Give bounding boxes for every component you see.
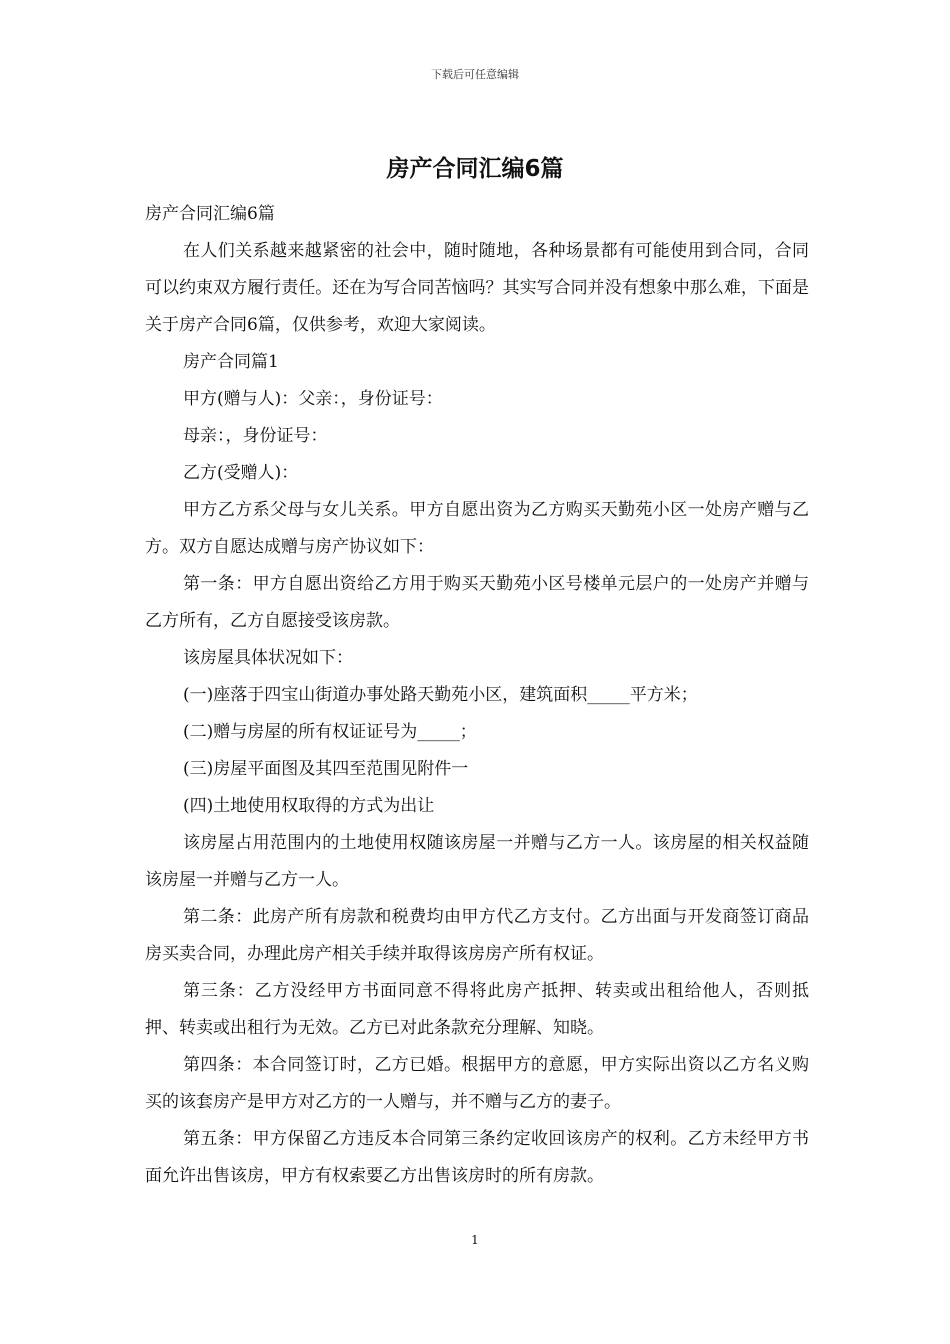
relationship-paragraph: 甲方乙方系父母与女儿关系。甲方自愿出资为乙方购买天勤苑小区一处房产赠与乙方。双方自愿达成赠与房产协议如下： [145, 500, 809, 557]
property-item-3: (三)房屋平面图及其四至范围见附件一 [183, 759, 469, 779]
article-2: 第二条：此房产所有房款和税费均由甲方代乙方支付。乙方出面与开发商签订商品房买卖合同，办理此房产相关手续并取得该房房产所有权证。 [145, 907, 809, 964]
page-number: 1 [471, 1233, 479, 1247]
mother-line: 母亲：，身份证号： [183, 426, 328, 446]
document-title: 房产合同汇编6篇 [386, 156, 564, 182]
party-a-line: 甲方(赠与人)：父亲：，身份证号： [183, 389, 443, 409]
subtitle-paragraph: 房产合同汇编6篇 [145, 204, 275, 224]
land-use-paragraph: 该房屋占用范围内的土地使用权随该房屋一并赠与乙方一人。该房屋的相关权益随该房屋一并赠与乙方一人。 [145, 833, 809, 890]
article-3: 第三条：乙方没经甲方书面同意不得将此房产抵押、转卖或出租给他人，否则抵押、转卖或出租行为无效。乙方已对此条款充分理解、知晓。 [145, 981, 809, 1038]
article-5: 第五条：甲方保留乙方违反本合同第三条约定收回该房产的权利。乙方未经甲方书面允许出售该房，甲方有权索要乙方出售该房时的所有房款。 [145, 1129, 809, 1186]
article-1: 第一条：甲方自愿出资给乙方用于购买天勤苑小区号楼单元层户的一处房产并赠与乙方所有，乙方自愿接受该房款。 [145, 574, 809, 631]
header-note: 下载后可任意编辑 [431, 68, 519, 81]
article-4: 第四条：本合同签订时，乙方已婚。根据甲方的意愿，甲方实际出资以乙方名义购买的该套房产是甲方对乙方的一人赠与，并不赠与乙方的妻子。 [145, 1055, 809, 1112]
property-item-1: (一)座落于四宝山街道办事处路天勤苑小区，建筑面积_____平方米； [183, 685, 698, 705]
intro-paragraph: 在人们关系越来越紧密的社会中，随时随地，各种场景都有可能使用到合同，合同可以约束双方履行责任。还在为写合同苦恼吗？其实写合同并没有想象中那么难，下面是关于房产合同6篇，仅供参考，欢迎大家阅读。 [145, 241, 809, 335]
property-status-heading: 该房屋具体状况如下： [183, 648, 353, 668]
property-item-4: (四)土地使用权取得的方式为出让 [183, 796, 435, 816]
section-heading: 房产合同篇1 [183, 352, 279, 372]
property-item-2: (二)赠与房屋的所有权证证号为_____； [183, 722, 477, 742]
document-body [145, 196, 809, 1195]
party-b-line: 乙方(受赠人)： [183, 463, 299, 483]
